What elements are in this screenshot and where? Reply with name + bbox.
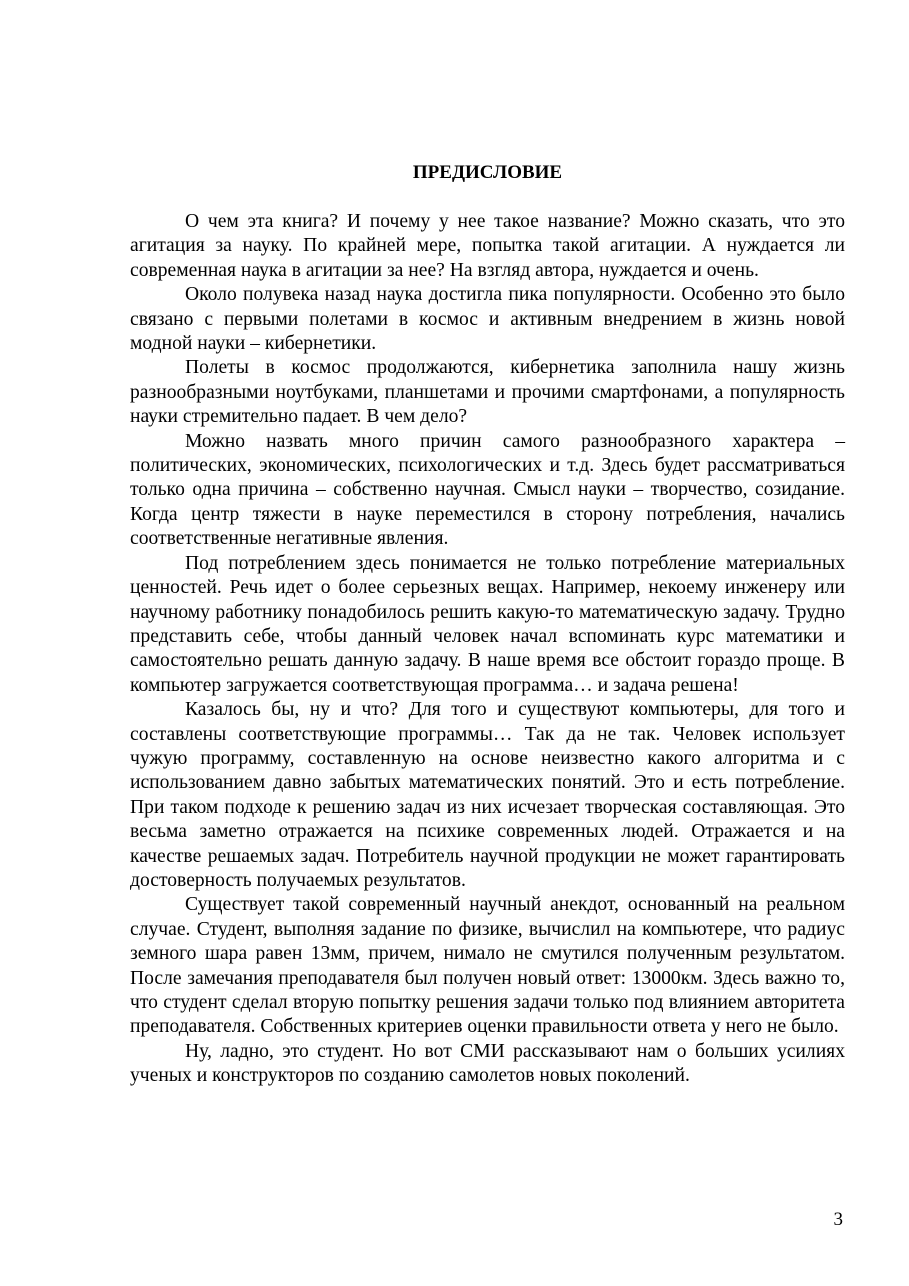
paragraph-5: Под потреблением здесь понимается не только потребление материальных ценностей. Речь идет о более серьезных вещах. Например, некоему инженеру или научному работнику понадобилось решить какую-то математическую задачу. Трудно представить себе, чтобы данный человек начал вспоминать курс математики и самостоятельно решать данную задачу. В наше время все обстоит гораздо проще. В компьютер загружается соответствующая программа… и задача решена! [130, 552, 845, 696]
paragraph-7: Существует такой современный научный анекдот, основанный на реальном случае. Студент, выполняя задание по физике, вычислил на компьютере, что радиус земного шара равен 13мм, причем, нимало не смутился полученным результатом. После замечания преподавателя был получен новый ответ: 13000км. Здесь важно то, что студент сделал вторую попытку решения задачи только под влиянием авторитета преподавателя. Собственных критериев оценки правильности ответа у него не было. [130, 894, 845, 1038]
body-text [130, 210, 845, 1089]
paragraph-6: Казалось бы, ну и что? Для того и существуют компьютеры, для того и составлены соответствующие программы… Так да не так. Человек использует чужую программу, составленную на основе неизвестно какого алгоритма и с использованием давно забытых математических понятий. Это и есть потребление. При таком подходе к решению задач из них исчезает творческая составляющая. Это весьма заметно отражается на психике современных людей. Отражается и на качестве решаемых задач. Потребитель научной продукции не может гарантировать достоверность получаемых результатов. [130, 699, 845, 891]
paragraph-8: Ну, ладно, это студент. Но вот СМИ рассказывают нам о больших усилиях ученых и конструкторов по созданию самолетов новых поколений. [130, 1040, 845, 1087]
paragraph-2: Около полувека назад наука достигла пика популярности. Особенно это было связано с первыми полетами в космос и активным внедрением в жизнь новой модной науки – кибернетики. [130, 284, 845, 355]
page-title: ПРЕДИСЛОВИЕ [412, 162, 563, 183]
paragraph-4: Можно назвать много причин самого разнообразного характера – политических, экономических, психологических и т.д. Здесь будет рассматриваться только одна причина – собственно научная. Смысл науки – творчество, созидание. Когда центр тяжести в науке переместился в сторону потребления, начались соответственные негативные явления. [130, 430, 845, 550]
paragraph-3: Полеты в космос продолжаются, кибернетика заполнила нашу жизнь разнообразными ноутбуками, планшетами и прочими смартфонами, а популярность науки стремительно падает. В чем дело? [130, 357, 845, 428]
page-number: 3 [833, 1209, 843, 1230]
paragraph-1: О чем эта книга? И почему у нее такое название? Можно сказать, что это агитация за науку. По крайней мере, попытка такой агитации. А нуждается ли современная наука в агитации за нее? На взгляд автора, нуждается и очень. [130, 211, 845, 281]
